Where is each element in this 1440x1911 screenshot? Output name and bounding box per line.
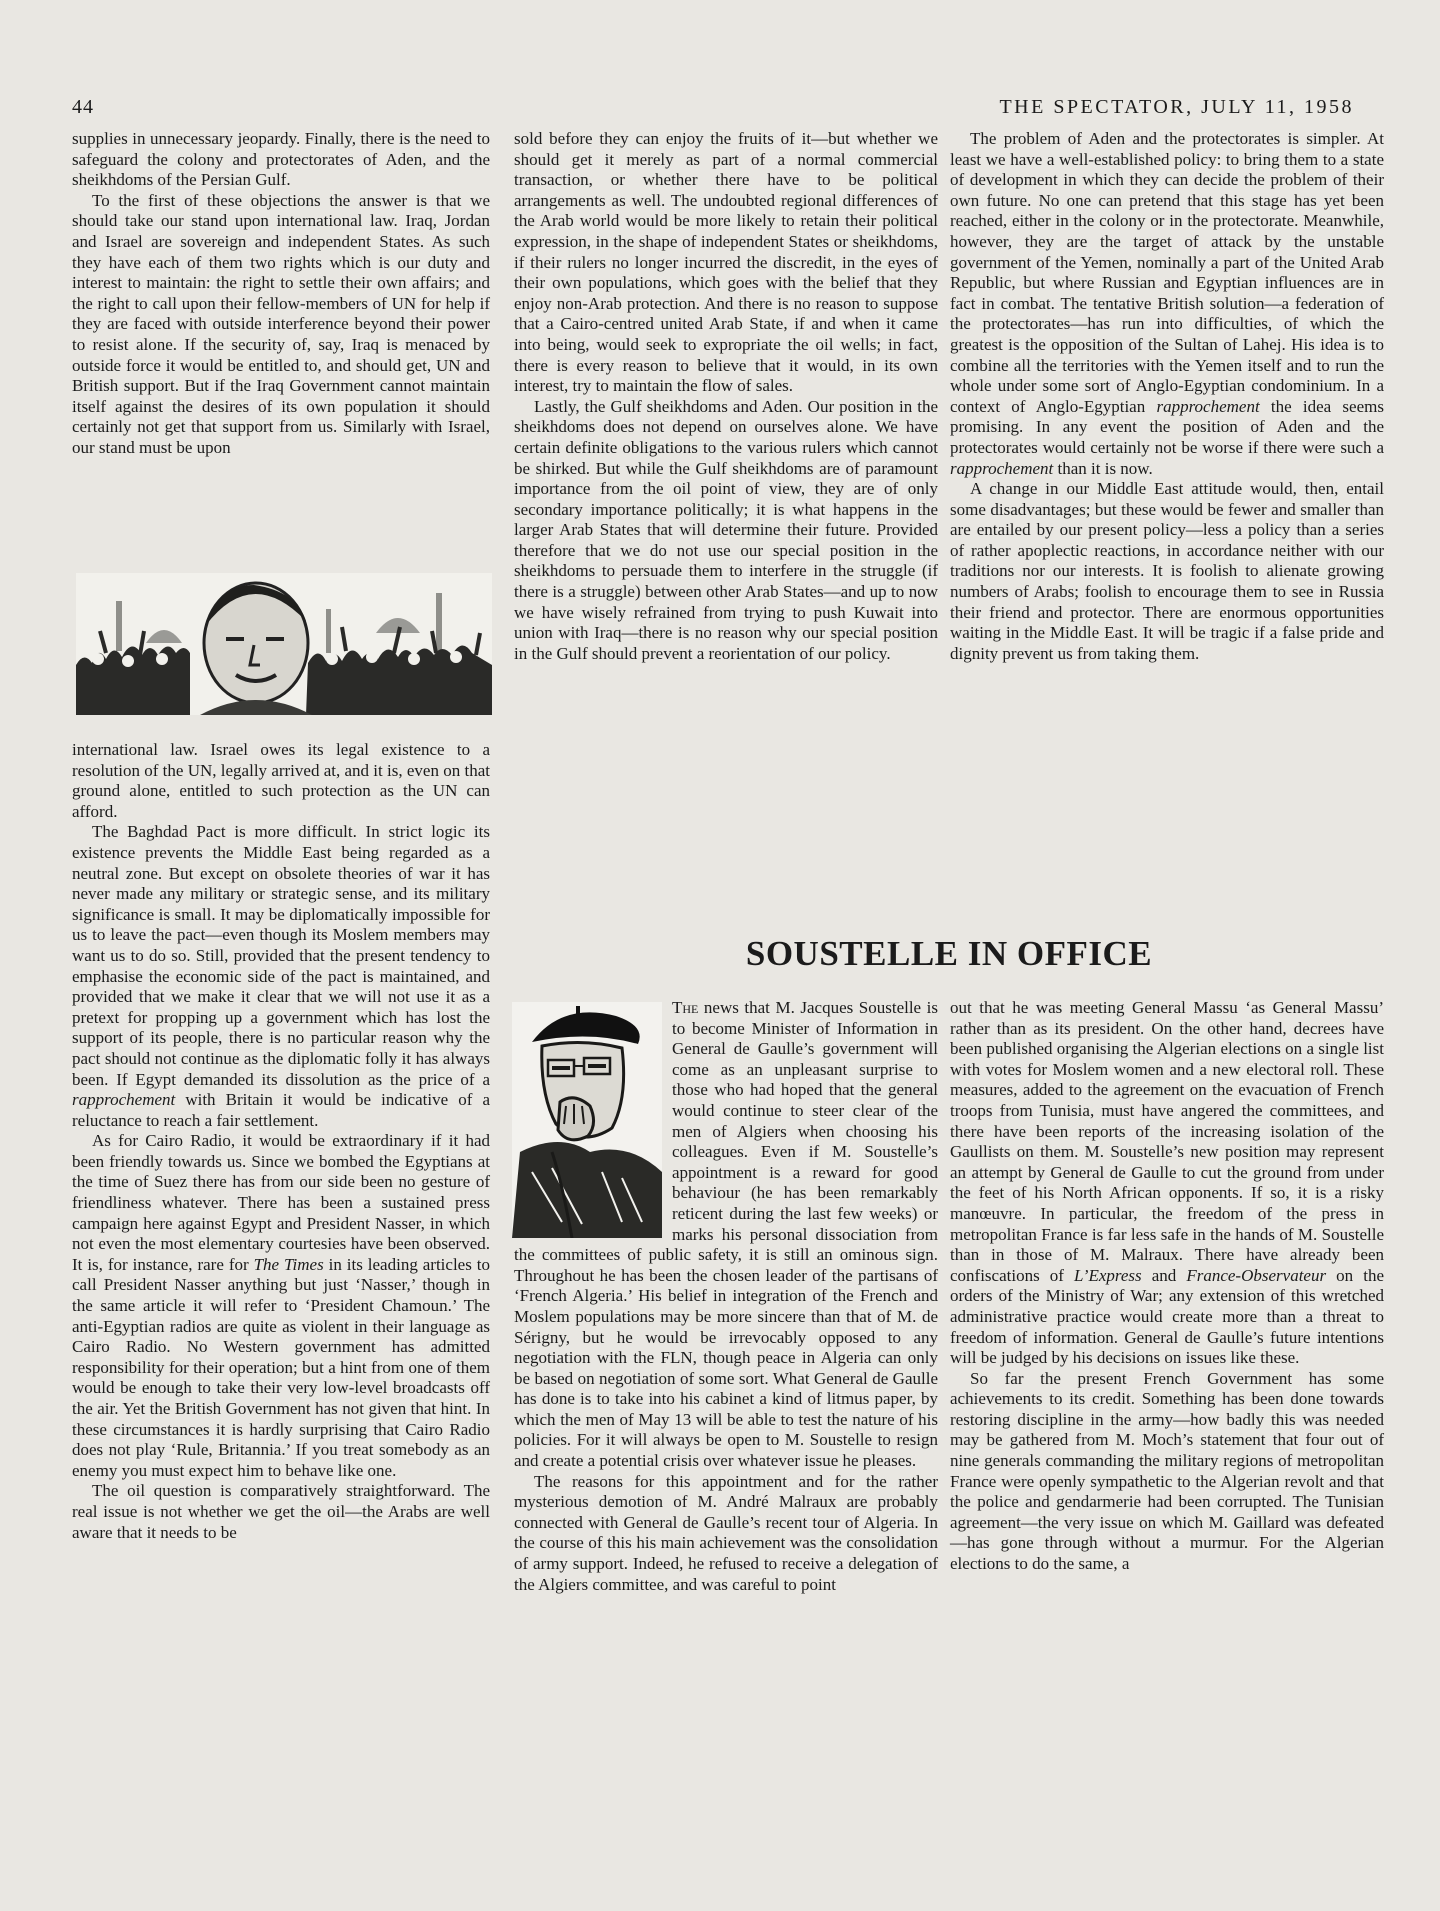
paragraph: Lastly, the Gulf sheikhdoms and Aden. Our position in the sheikhdoms does not depend on ourselves alone. We have certain definite obligations to the various rulers which cannot be shirked. But while the Gulf sheikhdoms are of paramount importance from the oil point of view, they are of only secondary importance politically; it is what happens in the larger Arab States that will determine their future. Provided therefore that we do not use our special position in the sheikhdoms to persuade them to interfere in the struggle (if there is a struggle) between other Arab States—and up to now we have wisely refrained from trying to push Kuwait into union with Iraq—there is no reason why our special position in the Gulf should prevent a reorientation of our policy. bbox=[514, 396, 938, 663]
text-run: news that M. Jacques Soustelle is to become Minister of Information in General de Gaulle’s government will come as an unpleasant surprise to those who had hoped that the general would continue to steer clear of the men of Algiers when choosing his colleagues. Even if M. Soustelle’s appointment is a reward for good behaviour (he has been remarkably reticent during the last few weeks) or marks his personal dissociation from the committees of public safety, it is still an ominous sign. Throughout he has been the chosen leader of the partisans of ‘French Algeria.’ His belief in integration of the French and Moslem populations may be more sincere than that of M. de Sérigny, but he would be irrevocably opposed to any negotiation with the FLN, though peace in Algeria can only be based on negotiation of some sort. What General de Gaulle has done is to take into his cabinet a kind of litmus paper, by which the men of May 13 will be able to test the nature of his policies. For it will always be open to M. Soustelle to resign and create a potential crisis over whatever issue he pleases. bbox=[514, 998, 938, 1471]
paragraph: supplies in unnecessary jeopardy. Finally, there is the need to safeguard the colony and protectorates of Aden, and the sheikhdoms of the Persian Gulf. bbox=[72, 129, 490, 190]
text-run: The Baghdad Pact is more difficult. In strict logic its existence prevents the Middle East being regarded as a neutral zone. But except on obsolete theories of war it has never made any military or strategic sense, and its military significance is small. It may be diplomatically impossible for us to leave the pact—even though its Moslem members may want us to do so. Still, provided that the present tendency to emphasise the economic side of the pact is maintained, and provided that we make it clear that we will not use it as a pretext for propping up a government which has lost the support of its people, there is no particular reason why the pact should not continue as the diplomatic folly it has always been. If Egypt demanded its dissolution as the price of a bbox=[72, 822, 490, 1089]
paragraph: A change in our Middle East attitude would, then, entail some disadvantages; but these would be fewer and smaller than are entailed by our present policy—less a policy than a series of rather apoplectic reactions, in accordance neither with our traditions nor our interests. It is foolish to alienate growing numbers of Arabs; foolish to encourage them to see in Russia their friend and protector. There are enormous opportunities waiting in the Middle East. It will be tragic if a false pride and dignity prevent us from taking them. bbox=[950, 479, 1384, 663]
italic-term: rapprochement bbox=[72, 1090, 176, 1110]
running-header: THE SPECTATOR, JULY 11, 1958 bbox=[999, 96, 1354, 118]
text-run: on the orders of the Ministry of War; any extension of this wretched administrative practice would create more than a threat to freedom of information. General de Gaulle’s future intentions will be judged by his decisions on issues like these. bbox=[950, 1265, 1384, 1368]
text-run: with Britain it would be indicative of a reluctance to reach a fair settlement. bbox=[72, 1090, 490, 1130]
article-column-b bbox=[950, 998, 1384, 1575]
column-1-bottom bbox=[72, 740, 490, 1543]
paragraph: So far the present French Government has some achievements to its credit. Something has been done towards restoring discipline in the army—how badly this was needed may be gathered from M. Moch’s statement that four out of nine generals commanding the military regions of metropolitan France were openly sympathetic to the Algerian revolt and that the police and gendarmerie had been corrupted. The Tunisian agreement—the very issue on which M. Gaillard was defeated—has gone through without a murmur. For the Algerian elections to do the same, a bbox=[950, 1368, 1384, 1574]
text-run: in its leading articles to call President Nasser anything but just ‘Nasser,’ though in the same article it will refer to ‘President Chamoun.’ The anti-Egyptian radios are quite as violent in their language as Cairo Radio. No Western government has admitted responsibility for their operation; but a hint from one of them would be enough to take their very low-level broadcasts off the air. Yet the British Government has not given that hint. In these circumstances it is hardly surprising that Cairo Radio does not play ‘Rule, Britannia.’ If you treat somebody as an enemy you must expect him to behave like one. bbox=[72, 1254, 490, 1480]
text-run: than it is now. bbox=[1053, 458, 1153, 478]
paragraph bbox=[950, 998, 1384, 1369]
soustelle-portrait-illustration bbox=[512, 1002, 662, 1238]
column-3 bbox=[950, 129, 1384, 664]
column-2 bbox=[514, 129, 938, 664]
italic-title: L’Express bbox=[1073, 1265, 1142, 1285]
page-number: 44 bbox=[72, 96, 94, 118]
paragraph: sold before they can enjoy the fruits of it—but whether we should get it merely as part of a normal commercial transaction, or whether there have to be political arrangements as well. The undoubted regional differences of the Arab world would be more likely to retain their political expression, in the shape of independent States or sheikhdoms, if their rulers no longer incurred the discredit, in the eyes of their own populations, which goes with the belief that they enjoy non-Arab protection. And there is no reason to suppose that a Cairo-centred united Arab State, if and when it came into being, would seek to expropriate the oil wells; in fact, there is every reason to believe that it would, in its own interest, try to maintain the flow of sales. bbox=[514, 129, 938, 396]
paragraph: To the first of these objections the answer is that we should take our stand upon international law. Iraq, Jordan and Israel are sovereign and independent States. As such they have each of them two rights which is our duty and interest to maintain: the right to settle their own affairs; and the right to call upon their fellow-members of UN for help if they are faced with outside interference beyond their power to resist alone. If the security of, say, Iraq is menaced by outside force it would be entitled to, and should get, UN and British support. But if the Iraq Government cannot maintain itself against the desires of its own population it should certainly not get that support from us. Similarly with Israel, our stand must be upon bbox=[72, 190, 490, 457]
crowd-portrait-illustration bbox=[76, 573, 492, 715]
text-run: and bbox=[1141, 1265, 1187, 1285]
paragraph: The oil question is comparatively straightforward. The real issue is not whether we get the oil—the Arabs are well aware that it needs to be bbox=[72, 1481, 490, 1542]
text-run: the idea seems promising. In any event the position of Aden and the protectorates would certainly not be worse if there were such a bbox=[950, 396, 1384, 457]
column-1-top bbox=[72, 129, 490, 459]
italic-term: rapprochement bbox=[1156, 396, 1260, 416]
text-run: As for Cairo Radio, it would be extraordinary if it had been friendly towards us. Since we bombed the Egyptians at the time of Suez there has from our side been no gesture of friendliness whatever. There has been a sustained press campaign here against Egypt and President Nasser, in which not even the most elementary courtesies have been observed. It is, for instance, rare for bbox=[72, 1131, 490, 1274]
text-run: The problem of Aden and the protectorates is simpler. At least we have a well-established policy: to bring them to a state of development in which they can decide the problem of their own future. No one can pretend that this stage has yet been reached, either in the colony or in the protectorate. Meanwhile, however, they are the target of attack by the unstable government of the Yemen, nominally a part of the United Arab Republic, but where Russian and Egyptian influences are in fact in combat. The tentative British solution—a federation of the protectorates—has run into difficulties, of which the greatest is the opposition of the Sultan of Lahej. His idea is to combine all the territories with the Yemen itself and to run the whole under some sort of Anglo-Egyptian condominium. In a context of Anglo-Egyptian bbox=[950, 129, 1384, 416]
paragraph: The reasons for this appointment and for the rather mysterious demotion of M. André Malraux are probably connected with General de Gaulle’s recent tour of Algeria. In the course of this his main achievement was the consolidation of army support. Indeed, he refused to receive a delegation of the Algiers committee, and was careful to point bbox=[514, 1471, 938, 1594]
italic-title: France-Observateur bbox=[1186, 1265, 1327, 1285]
italic-title: The Times bbox=[253, 1254, 324, 1274]
paragraph bbox=[72, 822, 490, 1131]
paragraph bbox=[950, 129, 1384, 479]
italic-term: rapprochement bbox=[950, 458, 1054, 478]
paragraph bbox=[72, 1131, 490, 1481]
paragraph: international law. Israel owes its legal existence to a resolution of the UN, legally arrived at, and it is, even on that ground alone, entitled to such protection as the UN can afford. bbox=[72, 740, 490, 821]
article-headline: SOUSTELLE IN OFFICE bbox=[745, 934, 1153, 973]
text-run: out that he was meeting General Massu ‘as General Massu’ rather than as its president. On the other hand, decrees have been published organising the Algerian elections on a single list with votes for Moslem women and a new electoral roll. These measures, added to the agreement on the evacuation of French troops from Tunisia, must have angered the committees, and there have been reports of the increasing isolation of the Gaullists on them. M. Soustelle’s new position may represent an attempt by General de Gaulle to cut the ground from under the feet of his North African opponents. If so, it is a risky manœuvre. In particular, the freedom of the press in metropolitan France is far less safe in the hands of M. Soustelle than in those of M. Malraux. There have already been confiscations of bbox=[950, 998, 1384, 1285]
lead-in: The bbox=[672, 998, 699, 1017]
article-column-a bbox=[514, 998, 938, 1595]
